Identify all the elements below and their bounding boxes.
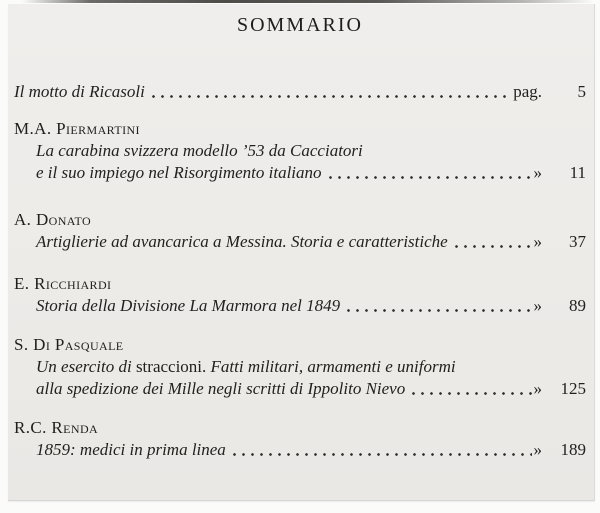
title-text: Artiglierie ad avancarica a Messina. Storia e caratteristiche — [36, 232, 448, 251]
title-text: Storia della Divisione La Marmora nel 1849 — [36, 296, 341, 315]
title-text: Il motto di Ricasoli — [14, 82, 145, 101]
page-label: » — [533, 232, 542, 251]
page-label: » — [533, 440, 542, 459]
dot-leader — [233, 453, 532, 456]
page-title: SOMMARIO — [236, 14, 364, 36]
page-number: 89 — [569, 296, 586, 315]
scan-edge-line — [22, 0, 594, 3]
toc-author: M.A. Piermartini — [14, 119, 140, 138]
paper — [8, 4, 595, 501]
toc-title-line — [14, 231, 586, 253]
dot-leader — [412, 392, 531, 395]
toc-title-line — [14, 439, 586, 461]
page-number: 5 — [577, 82, 586, 101]
toc-entry — [14, 334, 586, 400]
page-number: 125 — [560, 379, 586, 398]
dot-leader — [347, 309, 531, 312]
page-number: 37 — [569, 232, 586, 251]
title-text-italic: Fatti militari, armamenti e uniformi — [206, 357, 456, 376]
title-text-roman: straccioni. — [135, 357, 207, 376]
title-text: alla spedizione dei Mille negli scritti di Ippolito Nievo — [36, 379, 406, 398]
toc-author: S. Di Pasquale — [14, 335, 124, 354]
page-label: » — [533, 163, 542, 182]
toc-author: A. Donato — [14, 210, 92, 229]
title-text: La carabina svizzera modello ’53 da Cacciatori — [36, 141, 363, 160]
dot-leader — [329, 176, 532, 179]
toc-title-line — [14, 356, 586, 378]
toc-author: R.C. Renda — [14, 418, 99, 437]
title-text — [36, 356, 456, 378]
title-text: e il suo impiego nel Risorgimento italiano — [36, 163, 322, 182]
toc-title-line — [14, 162, 586, 184]
title-text: 1859: medici in prima linea — [36, 440, 226, 459]
toc-title-line — [14, 295, 586, 317]
toc-title-line — [14, 81, 586, 103]
page-label: pag. — [513, 82, 542, 101]
toc-entry — [14, 209, 586, 253]
page-number: 11 — [569, 163, 586, 182]
page-number: 189 — [560, 440, 586, 459]
toc-author: E. Ricchiardi — [14, 274, 112, 293]
dot-leader — [455, 245, 532, 248]
title-text-italic: Un esercito di — [36, 357, 136, 376]
table-of-contents — [14, 14, 586, 461]
toc-entry — [14, 118, 586, 184]
toc-title-line — [14, 378, 586, 400]
toc-title-line — [14, 140, 586, 162]
page-label: » — [533, 296, 542, 315]
toc-entry — [14, 81, 586, 103]
toc-entry — [14, 417, 586, 461]
page-label: » — [533, 379, 542, 398]
toc-entry — [14, 273, 586, 317]
dot-leader — [152, 95, 511, 98]
